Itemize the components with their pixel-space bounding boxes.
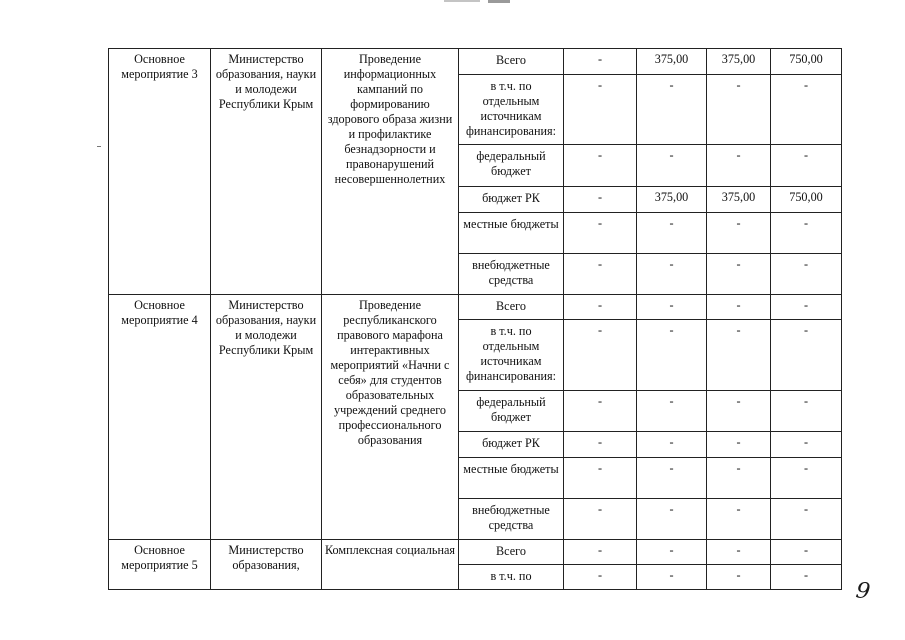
funding-source: Всего: [459, 540, 564, 565]
funding-source: бюджет РК: [459, 187, 564, 213]
value-cell: -: [564, 213, 637, 254]
value-cell: -: [771, 432, 842, 458]
table-row: [109, 49, 842, 75]
value-cell: -: [637, 75, 707, 145]
value-cell: -: [564, 254, 637, 295]
executor: Министерство образования, науки и молодежи Республики Крым: [211, 49, 322, 295]
event-name: Основное мероприятие 4: [109, 295, 211, 540]
value-cell: 750,00: [771, 49, 842, 75]
value-cell: -: [707, 540, 771, 565]
value-cell: -: [564, 145, 637, 187]
value-cell: -: [771, 75, 842, 145]
funding-source: внебюджетные средства: [459, 254, 564, 295]
value-cell: -: [637, 565, 707, 590]
funding-source: федеральный бюджет: [459, 391, 564, 432]
funding-source: в т.ч. по: [459, 565, 564, 590]
event-name: Основное мероприятие 5: [109, 540, 211, 590]
funding-source: внебюджетные средства: [459, 499, 564, 540]
value-cell: -: [707, 145, 771, 187]
value-cell: -: [564, 49, 637, 75]
funding-source: местные бюджеты: [459, 213, 564, 254]
value-cell: 375,00: [707, 49, 771, 75]
executor: Министерство образования, науки и молодежи Республики Крым: [211, 295, 322, 540]
value-cell: -: [564, 295, 637, 320]
value-cell: -: [637, 391, 707, 432]
funding-source: бюджет РК: [459, 432, 564, 458]
value-cell: -: [637, 499, 707, 540]
value-cell: -: [771, 499, 842, 540]
budget-table: [108, 48, 842, 590]
margin-dot: [97, 146, 101, 147]
value-cell: -: [771, 295, 842, 320]
value-cell: -: [771, 145, 842, 187]
value-cell: -: [771, 391, 842, 432]
value-cell: -: [637, 145, 707, 187]
value-cell: -: [707, 499, 771, 540]
value-cell: -: [707, 213, 771, 254]
value-cell: -: [771, 254, 842, 295]
value-cell: -: [637, 254, 707, 295]
value-cell: -: [564, 391, 637, 432]
value-cell: 375,00: [637, 49, 707, 75]
value-cell: -: [771, 213, 842, 254]
funding-source: в т.ч. по отдельным источникам финансирования:: [459, 75, 564, 145]
value-cell: -: [637, 213, 707, 254]
value-cell: -: [564, 540, 637, 565]
value-cell: -: [564, 499, 637, 540]
value-cell: -: [707, 295, 771, 320]
funding-source: федеральный бюджет: [459, 145, 564, 187]
value-cell: -: [637, 432, 707, 458]
value-cell: -: [637, 295, 707, 320]
value-cell: -: [771, 458, 842, 499]
value-cell: -: [707, 432, 771, 458]
funding-source: Всего: [459, 295, 564, 320]
value-cell: -: [637, 320, 707, 391]
value-cell: -: [707, 320, 771, 391]
funding-source: местные бюджеты: [459, 458, 564, 499]
scan-artifact: [444, 0, 480, 2]
value-cell: -: [564, 458, 637, 499]
value-cell: -: [637, 540, 707, 565]
value-cell: -: [564, 75, 637, 145]
value-cell: -: [564, 432, 637, 458]
value-cell: -: [707, 254, 771, 295]
table-row: [109, 295, 842, 320]
event-description: Проведение республиканского правового марафона интерактивных мероприятий «Начни с себя» для студентов образовательных учреждений среднего профессионального образования: [322, 295, 459, 540]
value-cell: -: [771, 320, 842, 391]
scan-artifact: [488, 0, 510, 3]
page-number: 9: [854, 578, 872, 605]
event-description: Комплексная социальная: [322, 540, 459, 590]
value-cell: 375,00: [637, 187, 707, 213]
value-cell: -: [771, 565, 842, 590]
value-cell: -: [707, 565, 771, 590]
value-cell: -: [637, 458, 707, 499]
value-cell: -: [564, 320, 637, 391]
value-cell: -: [707, 391, 771, 432]
value-cell: -: [707, 458, 771, 499]
value-cell: -: [771, 540, 842, 565]
executor: Министерство образования,: [211, 540, 322, 590]
table-row: [109, 540, 842, 565]
value-cell: 375,00: [707, 187, 771, 213]
event-description: Проведение информационных кампаний по формированию здорового образа жизни и профилактике безнадзорности и правонарушений несовершеннолетних: [322, 49, 459, 295]
funding-source: Всего: [459, 49, 564, 75]
value-cell: -: [564, 565, 637, 590]
value-cell: -: [707, 75, 771, 145]
funding-source: в т.ч. по отдельным источникам финансирования:: [459, 320, 564, 391]
value-cell: -: [564, 187, 637, 213]
value-cell: 750,00: [771, 187, 842, 213]
event-name: Основное мероприятие 3: [109, 49, 211, 295]
